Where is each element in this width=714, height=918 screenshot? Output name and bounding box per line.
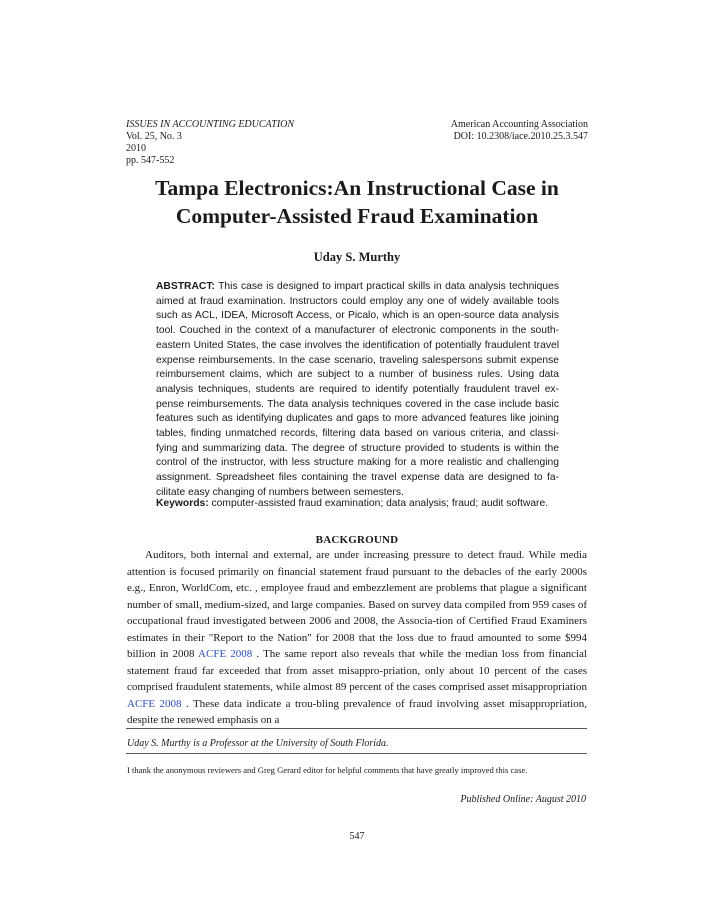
acknowledgment: I thank the anonymous reviewers and Greg Gerard editor for helpful comments that have greatly improved this case. xyxy=(127,765,528,775)
publisher-info xyxy=(451,119,588,143)
body-paragraph xyxy=(127,547,587,729)
abstract-label: ABSTRACT: xyxy=(156,281,215,292)
journal-pages: pp. 547-552 xyxy=(126,155,175,166)
published-online: Published Online: August 2010 xyxy=(460,794,586,805)
doi[interactable]: DOI: 10.2308/iace.2010.25.3.547 xyxy=(453,131,588,142)
body-text-part-2: . The same report also reveals that while the median loss from financial statement fraud far exceeded that from asset misappro-priation, only about 10 percent of the cases comprised fraudulent statements, while almost 89 percent of the cases comprised asset misappropriation xyxy=(127,648,587,693)
journal-volume: Vol. 25, No. 3 xyxy=(126,131,182,142)
keywords-text: computer-assisted fraud examination; data analysis; fraud; audit software. xyxy=(208,498,549,509)
author-name: Uday S. Murthy xyxy=(313,250,401,264)
body-text-part-3: . These data indicate a trou-bling prevalence of fraud involving asset misappropriation, despite the renewed emphasis on a xyxy=(127,697,587,726)
publisher-name: American Accounting Association xyxy=(450,119,588,130)
title-line-2: Computer-Assisted Fraud Examination xyxy=(175,204,539,228)
body-text-part-1: Auditors, both internal and external, are under increasing pressure to detect fraud. While media attention is focused primarily on financial statement fraud pursuant to the debacles of the early 2000s e.g., Enron, WorldCom, etc. , employee fraud and embezzlement are problems that plague a significant number of small, medium-sized, and large companies. Based on survey data compiled from 959 cases of occupational fraud investigated between 2006 and 2008, the Associa-tion of Certified Fraud Examiners estimates in their "Report to the Nation" for 2008 that the loss due to fraud amounted to some $994 billion in 2008 xyxy=(127,549,587,660)
journal-year: 2010 xyxy=(126,143,146,154)
page-number: 547 xyxy=(349,831,365,842)
title-line-1: Tampa Electronics:An Instructional Case in xyxy=(155,176,559,200)
footnote-divider xyxy=(126,728,587,729)
abstract-text: This case is designed to impart practical skills in data analysis techniques aimed at fraud examination. Instructors could employ any one of widely available tools such as ACL, IDEA, Microsoft Access, or Picalo, which is an open-source data analysis tool. Couched in the context of a manufacturer of electronic components in the south-eastern United States, the case involves the identification of potentially fraudulent travel expense reimbursements. In the case scenario, traveling salespersons submit expense reimbursement claims, which are subject to a number of business rules. Using data analysis techniques, students are required to identify potentially fraudulent travel ex-pense reimbursements. The data analysis techniques covered in the case include basic features such as identifying duplicates and gaps to more advanced features like joining tables, finding unmatched records, filtering data based on various criteria, and classi-fying and summarizing data. The degree of structure provided to students is within the control of the instructor, with less structure making for a more realistic and challenging assignment. Spreadsheet files containing the travel expense data are designed to fa-cilitate easy changing of numbers between semesters. xyxy=(156,281,559,498)
keywords-label: Keywords: xyxy=(156,498,209,509)
section-heading: BACKGROUND xyxy=(315,534,399,546)
keywords xyxy=(156,497,576,510)
citation-link[interactable]: ACFE 2008 xyxy=(127,697,182,710)
article-title xyxy=(100,174,614,230)
footnote-divider xyxy=(126,753,587,754)
citation-link[interactable]: ACFE 2008 xyxy=(198,648,253,660)
abstract xyxy=(156,280,559,501)
journal-info xyxy=(126,119,294,167)
author-affiliation: Uday S. Murthy is a Professor at the University of South Florida. xyxy=(127,738,389,749)
journal-name: ISSUES IN ACCOUNTING EDUCATION xyxy=(126,119,295,130)
